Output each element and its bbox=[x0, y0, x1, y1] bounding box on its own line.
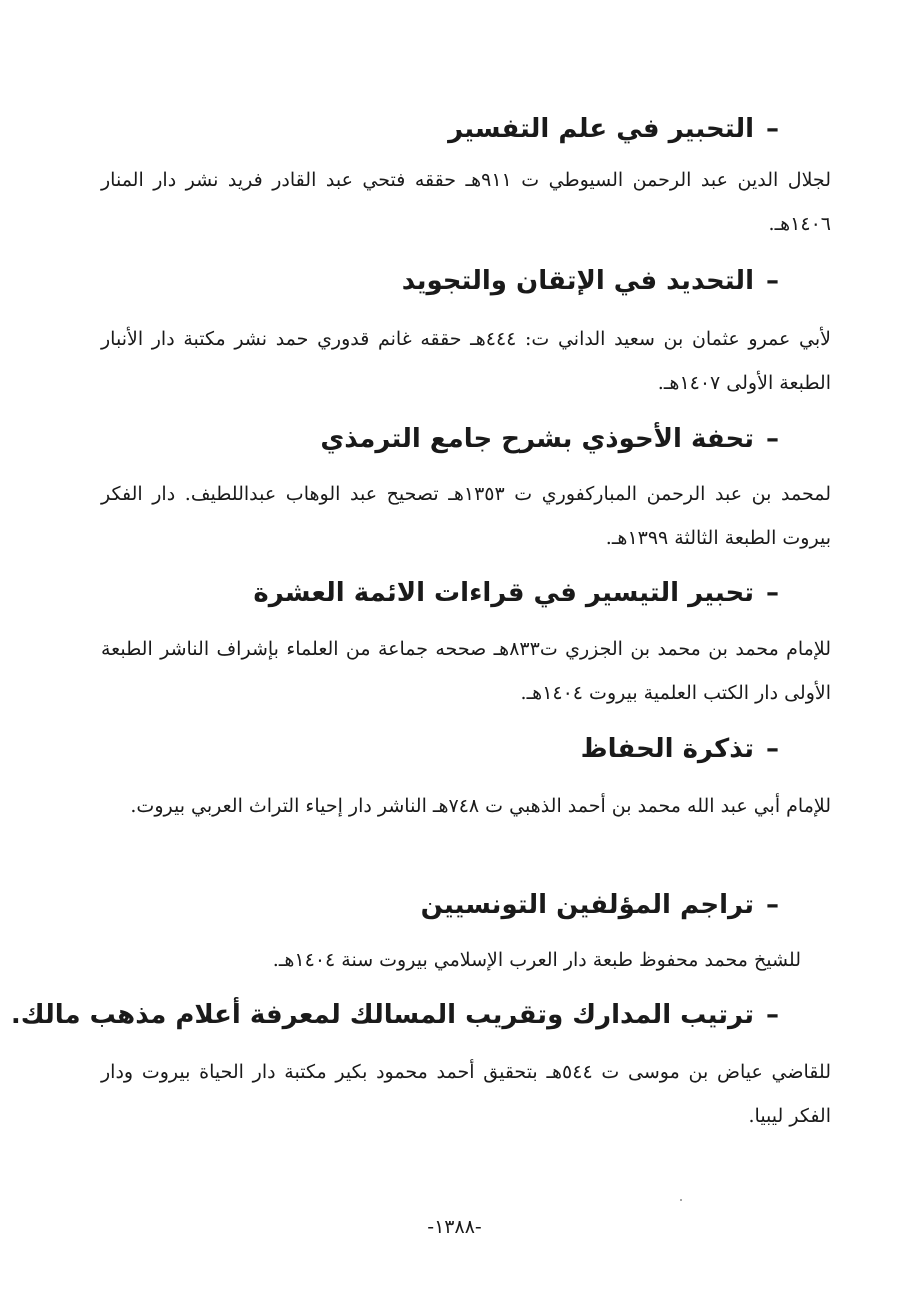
entry-description: للإمام محمد بن محمد بن الجزري ت٨٣٣هـ صححه جماعة من العلماء بإشراف الناشر الطبعة الأولى دار الكتب العلمية بيروت ١٤٠٤هـ. bbox=[101, 638, 831, 704]
dash-marker: – bbox=[766, 266, 779, 296]
scan-speck bbox=[680, 1199, 682, 1201]
entry-title-line bbox=[101, 264, 831, 298]
entry-title: تراجم المؤلفين التونسيين bbox=[420, 890, 754, 920]
dash-marker: – bbox=[766, 424, 779, 454]
bibliography-entry bbox=[101, 112, 831, 246]
entry-description: لمحمد بن عبد الرحمن المباركفوري ت ١٣٥٣هـ تصحيح عبد الوهاب عبداللطيف. دار الفكر بيروت الطبعة الثالثة ١٣٩٩هـ. bbox=[101, 483, 831, 549]
entry-title: التحبير في علم التفسير bbox=[448, 114, 754, 144]
dash-marker: – bbox=[766, 114, 779, 144]
bibliography-entry bbox=[10, 998, 831, 1138]
entry-title-line bbox=[101, 732, 831, 766]
entry-title: تحبير التيسير في قراءات الائمة العشرة bbox=[253, 578, 754, 608]
page-number: -١٣٨٨- bbox=[427, 1216, 482, 1238]
entry-description: لجلال الدين عبد الرحمن السيوطي ت ٩١١هـ حققه فتحي عبد القادر فريد نشر دار المنار ١٤٠٦هـ. bbox=[101, 169, 831, 235]
entry-description: للإمام أبي عبد الله محمد بن أحمد الذهبي ت ٧٤٨هـ الناشر دار إحياء التراث العربي بيروت. bbox=[130, 795, 831, 817]
entry-description: للشيخ محمد محفوظ طبعة دار العرب الإسلامي بيروت سنة ١٤٠٤هـ. bbox=[272, 949, 801, 971]
entry-description: لأبي عمرو عثمان بن سعيد الداني ت: ٤٤٤هـ حققه غانم قدوري حمد نشر مكتبة دار الأنبار الطبعة الأولى ١٤٠٧هـ. bbox=[101, 328, 831, 394]
entry-title: ترتيب المدارك وتقريب المسالك لمعرفة أعلام مذهب مالك. bbox=[10, 1000, 754, 1030]
entry-title-line bbox=[101, 112, 831, 146]
dash-marker: – bbox=[766, 734, 779, 764]
entry-description: للقاضي عياض بن موسى ت ٥٤٤هـ بتحقيق أحمد محمود بكير مكتبة دار الحياة بيروت ودار الفكر ليبيا. bbox=[101, 1061, 831, 1127]
entry-title-line bbox=[10, 998, 831, 1032]
bibliography-entry bbox=[101, 264, 831, 405]
bibliography-entry bbox=[101, 732, 831, 828]
entry-title-line bbox=[101, 422, 831, 456]
entry-title-line bbox=[101, 576, 831, 610]
dash-marker: – bbox=[766, 890, 779, 920]
entry-title: التحديد في الإتقان والتجويد bbox=[401, 266, 754, 296]
dash-marker: – bbox=[766, 1000, 779, 1030]
bibliography-entry bbox=[101, 576, 831, 715]
dash-marker: – bbox=[766, 578, 779, 608]
bibliography-entry bbox=[101, 888, 831, 982]
bibliography-entry bbox=[101, 422, 831, 560]
entry-title: تحفة الأحوذي بشرح جامع الترمذي bbox=[320, 424, 754, 454]
entry-title: تذكرة الحفاظ bbox=[580, 734, 754, 764]
entry-title-line bbox=[101, 888, 831, 922]
